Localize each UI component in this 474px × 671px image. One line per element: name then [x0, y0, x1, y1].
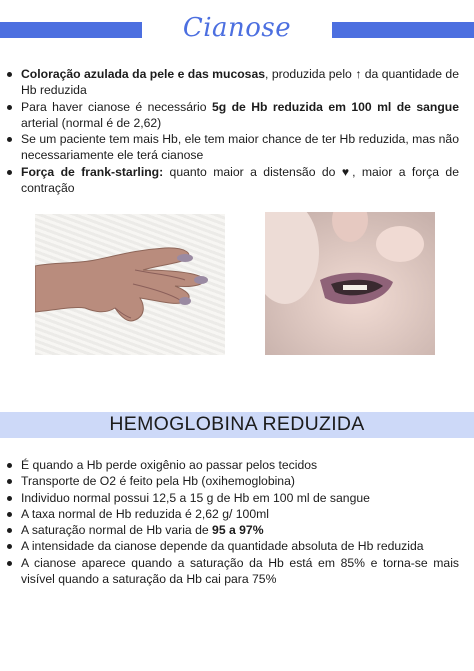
cyanotic-lips-child-photo: [265, 212, 435, 355]
item-text: Para haver cianose é necessário: [21, 99, 212, 114]
item-text: arterial (normal é de 2,62): [21, 115, 162, 130]
item-text: A cianose aparece quando a saturação da Hb está em 85% e torna-se mais visível quando a saturação da Hb cai para 75%: [21, 555, 459, 587]
item-text: Individuo normal possui 12,5 a 15 g de Hb em 100 ml de sangue: [21, 490, 370, 505]
section-header: [0, 412, 474, 438]
list-item: [7, 555, 459, 588]
item-bold-text: 95 a 97%: [212, 523, 264, 538]
bullet-icon: [7, 544, 12, 549]
list-item: [7, 506, 459, 522]
title-bar-right-stripe: [332, 22, 474, 38]
list-item: [7, 66, 459, 99]
bullet-icon: [7, 105, 12, 110]
list-item: [7, 490, 459, 506]
list-item: [7, 131, 459, 164]
bullet-icon: [7, 137, 12, 142]
list-item: [7, 473, 459, 489]
page-title: Cianose: [182, 13, 292, 43]
title-bar-left-stripe: [0, 22, 142, 38]
list-item: [7, 99, 459, 132]
item-bold-text: 5g de Hb reduzida em 100 ml de sangue: [211, 99, 459, 114]
cyanosis-bullet-list: [7, 66, 459, 196]
item-bold-text: Força de frank-starling:: [21, 164, 164, 179]
bullet-icon: [7, 561, 12, 566]
list-item: [7, 522, 459, 538]
list-item: [7, 164, 459, 197]
bullet-icon: [7, 170, 12, 175]
item-text: A taxa normal de Hb reduzida é 2,62 g/ 100ml: [21, 506, 269, 521]
item-text: quanto maior a distensão do ♥, maior a força de contração: [21, 164, 459, 196]
title-bar: [0, 13, 474, 43]
item-bold-text: Coloração azulada da pele e das mucosas: [21, 67, 266, 81]
item-text: É quando a Hb perde oxigênio ao passar pelos tecidos: [21, 458, 318, 472]
bullet-icon: [7, 72, 12, 77]
list-item: [7, 538, 459, 554]
reduced-hemoglobin-bullet-list: [7, 457, 459, 587]
item-text: A intensidade da cianose depende da quantidade absoluta de Hb reduzida: [21, 539, 424, 554]
bullet-icon: [7, 496, 12, 501]
list-item: [7, 457, 459, 473]
bullet-icon: [7, 528, 12, 533]
section-header-title: HEMOGLOBINA REDUZIDA: [109, 413, 365, 435]
item-text: , produzida pelo ↑ da quantidade de Hb reduzida: [21, 67, 459, 98]
item-text: Se um paciente tem mais Hb, ele tem maior chance de ter Hb reduzida, mas não necessariamente ele terá cianose: [21, 132, 459, 163]
bullet-icon: [7, 512, 12, 517]
bullet-icon: [7, 463, 12, 468]
cyanotic-hand-photo: [35, 214, 225, 355]
item-text: A saturação normal de Hb varia de: [21, 523, 213, 538]
bullet-icon: [7, 479, 12, 484]
item-text: Transporte de O2 é feito pela Hb (oxihemoglobina): [21, 474, 295, 489]
